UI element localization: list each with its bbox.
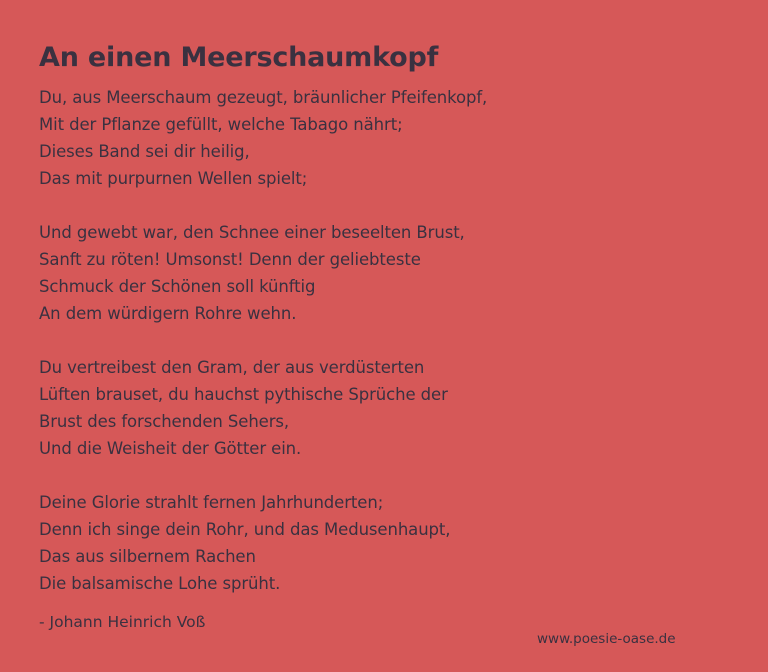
stanza-1 (39, 84, 739, 192)
poem-title: An einen Meerschaumkopf (39, 42, 439, 73)
poem-line: Mit der Pflanze gefüllt, welche Tabago nährt; (39, 115, 403, 134)
poem-line: An dem würdigern Rohre wehn. (39, 304, 297, 323)
poem-author: - Johann Heinrich Voß (39, 613, 206, 631)
stanza-4 (39, 489, 739, 597)
poem-line: Deine Glorie strahlt fernen Jahrhunderten; (39, 493, 384, 512)
website-link[interactable]: www.poesie-oase.de (537, 631, 676, 647)
poem-line: Brust des forschenden Sehers, (39, 412, 290, 431)
poem-line: Sanft zu röten! Umsonst! Denn der geliebteste (39, 250, 421, 269)
poem-line: Und gewebt war, den Schnee einer beseelten Brust, (39, 223, 465, 242)
poem-line: Du vertreibest den Gram, der aus verdüsterten (39, 358, 425, 377)
poem-line: Schmuck der Schönen soll künftig (39, 277, 316, 296)
poem-line: Das mit purpurnen Wellen spielt; (39, 169, 308, 188)
poem-line: Lüften brauset, du hauchst pythische Sprüche der (39, 385, 448, 404)
poem-line: Und die Weisheit der Götter ein. (39, 439, 302, 458)
poem-line: Denn ich singe dein Rohr, und das Medusenhaupt, (39, 520, 451, 539)
poem-line: Dieses Band sei dir heilig, (39, 142, 250, 161)
poem-line: Die balsamische Lohe sprüht. (39, 574, 281, 593)
poem-card (39, 38, 739, 624)
poem-line: Das aus silbernem Rachen (39, 547, 256, 566)
stanza-2 (39, 219, 739, 327)
stanza-3 (39, 354, 739, 462)
poem-line: Du, aus Meerschaum gezeugt, bräunlicher Pfeifenkopf, (39, 88, 488, 107)
